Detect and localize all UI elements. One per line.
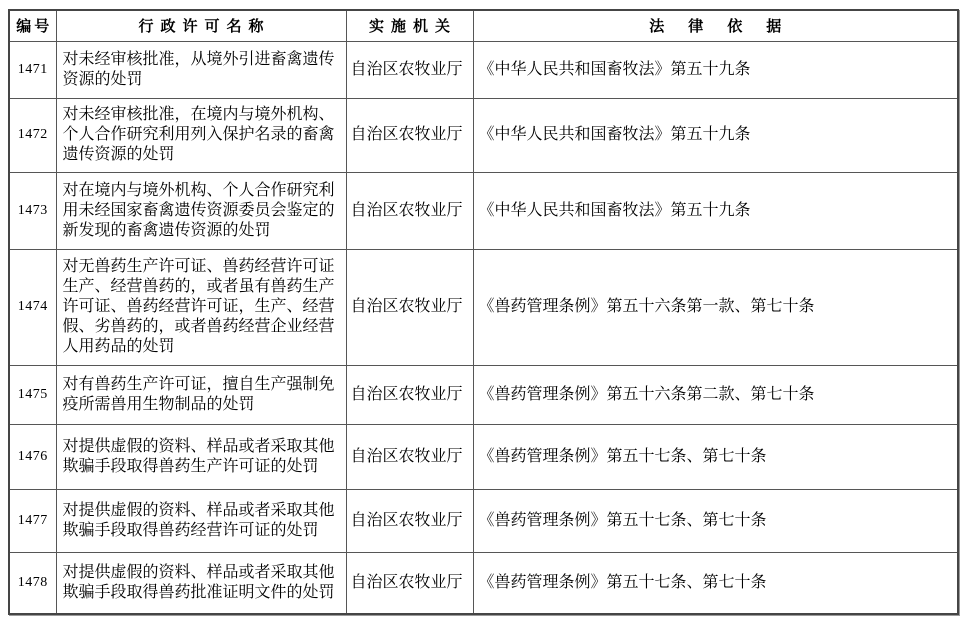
row-id-cell: 1478 [9,552,56,614]
permit-name-cell: 对未经审核批准，从境外引进畜禽遗传资源的处罚 [56,41,346,98]
permit-name-cell: 对提供虚假的资料、样品或者采取其他欺骗手段取得兽药生产许可证的处罚 [56,424,346,489]
agency-cell: 自治区农牧业厅 [346,365,473,424]
legal-basis-cell: 《中华人民共和国畜牧法》第五十九条 [473,98,958,172]
row-id-cell: 1471 [9,41,56,98]
permit-name-cell: 对提供虚假的资料、样品或者采取其他欺骗手段取得兽药批准证明文件的处罚 [56,552,346,614]
legal-basis-cell: 《兽药管理条例》第五十六条第二款、第七十条 [473,365,958,424]
permit-name-cell: 对提供虚假的资料、样品或者采取其他欺骗手段取得兽药经营许可证的处罚 [56,489,346,552]
table-row [9,98,958,172]
permit-name-cell: 对在境内与境外机构、个人合作研究利用未经国家畜禽遗传资源委员会鉴定的新发现的畜禽遗传资源的处罚 [56,172,346,249]
table-row [9,489,958,552]
col-header-legal: 法律依据 [473,10,958,41]
col-header-id: 编号 [9,10,56,41]
agency-cell: 自治区农牧业厅 [346,249,473,365]
row-id-cell: 1473 [9,172,56,249]
row-id-cell: 1474 [9,249,56,365]
row-id-cell: 1477 [9,489,56,552]
table-header-row [9,10,958,41]
table-row [9,552,958,614]
document-page [8,9,959,615]
agency-cell: 自治区农牧业厅 [346,172,473,249]
legal-basis-cell: 《兽药管理条例》第五十七条、第七十条 [473,552,958,614]
legal-basis-cell: 《中华人民共和国畜牧法》第五十九条 [473,41,958,98]
permit-name-cell: 对无兽药生产许可证、兽药经营许可证生产、经营兽药的，或者虽有兽药生产许可证、兽药经营许可证，生产、经营假、劣兽药的，或者兽药经营企业经营人用药品的处罚 [56,249,346,365]
agency-cell: 自治区农牧业厅 [346,552,473,614]
table-row [9,172,958,249]
table-row [9,41,958,98]
legal-basis-cell: 《兽药管理条例》第五十七条、第七十条 [473,424,958,489]
table-row [9,365,958,424]
row-id-cell: 1475 [9,365,56,424]
legal-basis-cell: 《兽药管理条例》第五十六条第一款、第七十条 [473,249,958,365]
agency-cell: 自治区农牧业厅 [346,489,473,552]
permits-table [8,9,959,615]
agency-cell: 自治区农牧业厅 [346,424,473,489]
col-header-name: 行政许可名称 [56,10,346,41]
legal-basis-cell: 《中华人民共和国畜牧法》第五十九条 [473,172,958,249]
permit-name-cell: 对有兽药生产许可证，擅自生产强制免疫所需兽用生物制品的处罚 [56,365,346,424]
agency-cell: 自治区农牧业厅 [346,41,473,98]
table-row [9,424,958,489]
row-id-cell: 1476 [9,424,56,489]
legal-basis-cell: 《兽药管理条例》第五十七条、第七十条 [473,489,958,552]
permit-name-cell: 对未经审核批准，在境内与境外机构、个人合作研究利用列入保护名录的畜禽遗传资源的处罚 [56,98,346,172]
table-row [9,249,958,365]
agency-cell: 自治区农牧业厅 [346,98,473,172]
row-id-cell: 1472 [9,98,56,172]
col-header-agency: 实施机关 [346,10,473,41]
